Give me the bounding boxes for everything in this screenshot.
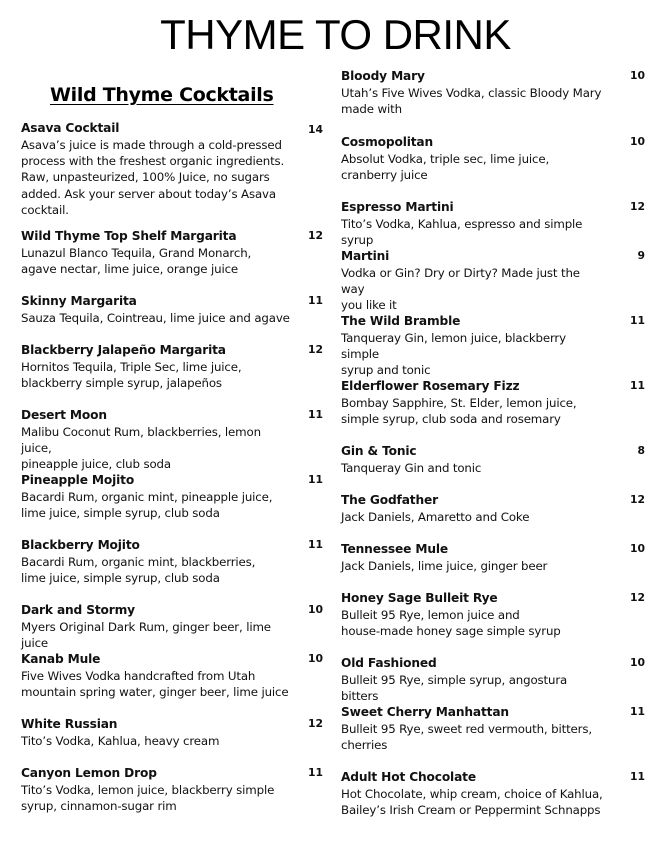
item-name: Espresso Martini	[341, 200, 454, 214]
item-description: Tito’s Vodka, Kahlua, heavy cream	[21, 733, 220, 748]
item-price: 10	[307, 652, 323, 665]
section-heading: Wild Thyme Cocktails	[50, 84, 274, 106]
item-description: Bombay Sapphire, St. Elder, lemon juice, simple syrup, club soda and rosemary	[341, 395, 577, 426]
menu-item	[341, 704, 645, 753]
item-price: 9	[637, 249, 645, 262]
menu-item	[341, 248, 645, 314]
menu-item	[341, 443, 645, 476]
item-price: 11	[629, 770, 645, 783]
item-price: 11	[629, 314, 645, 327]
item-price: 10	[629, 69, 645, 82]
menu-item	[21, 342, 323, 391]
item-description: Five Wives Vodka handcrafted from Utah mountain spring water, ginger beer, lime juice	[21, 668, 289, 699]
item-name: Skinny Margarita	[21, 294, 137, 308]
item-description: Jack Daniels, Amaretto and Coke	[341, 509, 530, 524]
menu-item	[21, 651, 323, 700]
item-description: Hot Chocolate, whip cream, choice of Kahlua, Bailey’s Irish Cream or Peppermint Schnapps	[341, 786, 603, 817]
item-name: Elderflower Rosemary Fizz	[341, 379, 520, 393]
menu-item	[21, 407, 323, 473]
menu-item	[341, 655, 645, 704]
item-name: Desert Moon	[21, 408, 107, 422]
item-price: 10	[307, 603, 323, 616]
item-description: Bulleit 95 Rye, sweet red vermouth, bitters, cherries	[341, 721, 592, 752]
item-description: Absolut Vodka, triple sec, lime juice, cranberry juice	[341, 151, 550, 182]
item-description: Asava’s juice is made through a cold-pressed process with the freshest organic ingredients. Raw, unpasteurized, 100% Juice, no sugars added. Ask your server about today’s Asava cocktail.	[21, 137, 285, 218]
item-description: Bulleit 95 Rye, simple syrup, angostura bitters	[341, 672, 568, 703]
item-price: 14	[307, 123, 323, 136]
item-description: Myers Original Dark Rum, ginger beer, lime juice	[21, 619, 271, 650]
item-price: 12	[629, 200, 645, 213]
item-name: Martini	[341, 249, 390, 263]
menu-item	[21, 765, 323, 814]
menu-item	[21, 472, 323, 521]
item-description: Utah’s Five Wives Vodka, classic Bloody Mary made with	[341, 85, 602, 116]
item-name: Old Fashioned	[341, 656, 437, 670]
item-name: Blackberry Jalapeño Margarita	[21, 343, 226, 357]
item-price: 11	[629, 379, 645, 392]
menu-item	[341, 769, 645, 818]
item-description: Tanqueray Gin and tonic	[341, 460, 482, 475]
item-description: Tanqueray Gin, lemon juice, blackberry simple syrup and tonic	[341, 330, 566, 378]
item-price: 12	[307, 229, 323, 242]
item-name: Adult Hot Chocolate	[341, 770, 476, 784]
item-name: Tennessee Mule	[341, 542, 449, 556]
menu-item	[341, 492, 645, 525]
item-price: 8	[637, 444, 645, 457]
item-price: 10	[629, 656, 645, 669]
item-name: The Godfather	[341, 493, 438, 507]
menu-item	[341, 378, 645, 427]
item-price: 11	[307, 766, 323, 779]
menu-item	[341, 590, 645, 639]
menu-item	[341, 313, 645, 379]
item-description: Vodka or Gin? Dry or Dirty? Made just the way you like it	[341, 265, 580, 313]
item-name: White Russian	[21, 717, 118, 731]
menu-item	[21, 602, 323, 651]
page-title: THYME TO DRINK	[160, 11, 511, 58]
menu-item	[341, 134, 645, 183]
item-name: Cosmopolitan	[341, 135, 434, 149]
item-description: Bulleit 95 Rye, lemon juice and house-made honey sage simple syrup	[341, 607, 561, 638]
item-description: Hornitos Tequila, Triple Sec, lime juice, blackberry simple syrup, jalapeños	[21, 359, 242, 390]
item-name: Pineapple Mojito	[21, 473, 135, 487]
item-description: Sauza Tequila, Cointreau, lime juice and agave	[21, 310, 290, 325]
item-price: 11	[307, 473, 323, 486]
item-price: 11	[307, 408, 323, 421]
item-price: 12	[307, 343, 323, 356]
item-description: Jack Daniels, lime juice, ginger beer	[341, 558, 548, 573]
item-description: Tito’s Vodka, lemon juice, blackberry simple syrup, cinnamon-sugar rim	[21, 782, 275, 813]
item-price: 10	[629, 542, 645, 555]
item-name: Bloody Mary	[341, 69, 425, 83]
menu-item	[21, 537, 323, 586]
menu-item	[21, 228, 323, 277]
item-description: Bacardi Rum, organic mint, pineapple juice, lime juice, simple syrup, club soda	[21, 489, 273, 520]
item-name: Asava Cocktail	[21, 121, 120, 135]
item-description: Lunazul Blanco Tequila, Grand Monarch, agave nectar, lime juice, orange juice	[21, 245, 252, 276]
item-price: 11	[307, 294, 323, 307]
item-name: Dark and Stormy	[21, 603, 135, 617]
item-name: Wild Thyme Top Shelf Margarita	[21, 229, 237, 243]
item-description: Malibu Coconut Rum, blackberries, lemon juice, pineapple juice, club soda	[21, 424, 261, 472]
item-name: Sweet Cherry Manhattan	[341, 705, 509, 719]
menu-item	[21, 120, 323, 219]
item-name: Canyon Lemon Drop	[21, 766, 157, 780]
item-price: 12	[629, 493, 645, 506]
item-name: Blackberry Mojito	[21, 538, 140, 552]
menu-item	[21, 716, 323, 749]
item-name: Kanab Mule	[21, 652, 101, 666]
menu-item	[21, 293, 323, 326]
item-name: The Wild Bramble	[341, 314, 461, 328]
menu-item	[341, 199, 645, 248]
item-description: Bacardi Rum, organic mint, blackberries, lime juice, simple syrup, club soda	[21, 554, 256, 585]
item-price: 11	[307, 538, 323, 551]
item-price: 12	[307, 717, 323, 730]
item-price: 10	[629, 135, 645, 148]
item-price: 12	[629, 591, 645, 604]
menu-item	[341, 68, 645, 117]
item-name: Gin & Tonic	[341, 444, 417, 458]
item-description: Tito’s Vodka, Kahlua, espresso and simple syrup	[341, 216, 583, 247]
menu-item	[341, 541, 645, 574]
item-name: Honey Sage Bulleit Rye	[341, 591, 498, 605]
item-price: 11	[629, 705, 645, 718]
